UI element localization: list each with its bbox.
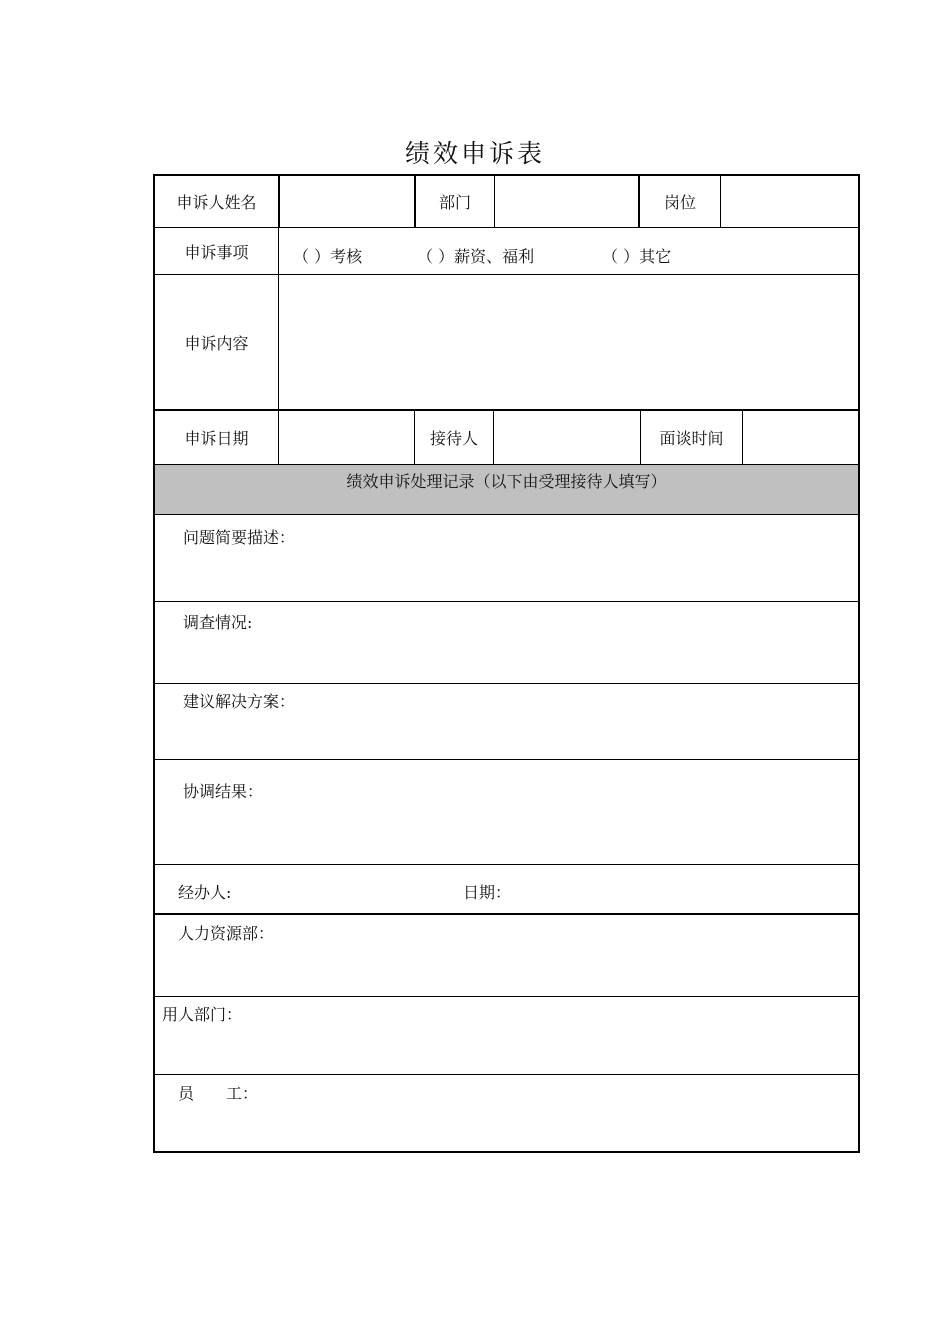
handler-label: 经办人:	[178, 883, 232, 902]
applicant-name-label: 申诉人姓名	[176, 193, 257, 212]
appeal-date-label: 申诉日期	[184, 429, 249, 448]
appeal-content-field[interactable]	[279, 275, 858, 409]
option-salary-benefits[interactable]: （ ）薪资、福利	[417, 247, 535, 266]
row-divider	[155, 1074, 858, 1075]
record-header: 绩效申诉处理记录（以下由受理接待人填写）	[346, 471, 667, 491]
applicant-name-field[interactable]	[280, 176, 414, 227]
problem-description-label: 问题简要描述：	[183, 528, 296, 547]
receiver-label: 接待人	[429, 429, 478, 448]
appeal-form	[153, 174, 860, 1153]
department-field[interactable]	[495, 176, 638, 227]
interview-time-field[interactable]	[743, 411, 858, 464]
appeal-item-label: 申诉事项	[184, 242, 249, 262]
form-title: 绩效申诉表	[404, 139, 545, 168]
appeal-date-field[interactable]	[279, 411, 414, 464]
hr-department-label: 人力资源部：	[178, 924, 275, 943]
suggested-solution-label: 建议解决方案：	[183, 692, 296, 711]
row-divider	[155, 913, 858, 915]
row-divider	[155, 759, 858, 760]
department-label: 部门	[438, 193, 471, 212]
row-divider	[155, 683, 858, 684]
option-assessment[interactable]: （ ）考核	[293, 247, 363, 266]
position-field[interactable]	[721, 176, 858, 227]
handler-date-label: 日期：	[463, 883, 512, 902]
row-divider	[155, 996, 858, 997]
investigation-label: 调查情况:	[183, 613, 253, 632]
option-other[interactable]: （ ）其它	[602, 247, 672, 266]
position-label: 岗位	[663, 193, 696, 212]
employee-label: 员 工：	[178, 1084, 259, 1103]
appeal-content-label: 申诉内容	[184, 333, 249, 353]
row-divider	[155, 514, 858, 515]
hiring-department-label: 用人部门：	[162, 1005, 243, 1024]
interview-time-label: 面谈时间	[659, 429, 724, 448]
coordination-result-label: 协调结果：	[183, 782, 264, 801]
row-divider	[155, 864, 858, 865]
row-divider	[155, 601, 858, 602]
receiver-field[interactable]	[494, 411, 640, 464]
